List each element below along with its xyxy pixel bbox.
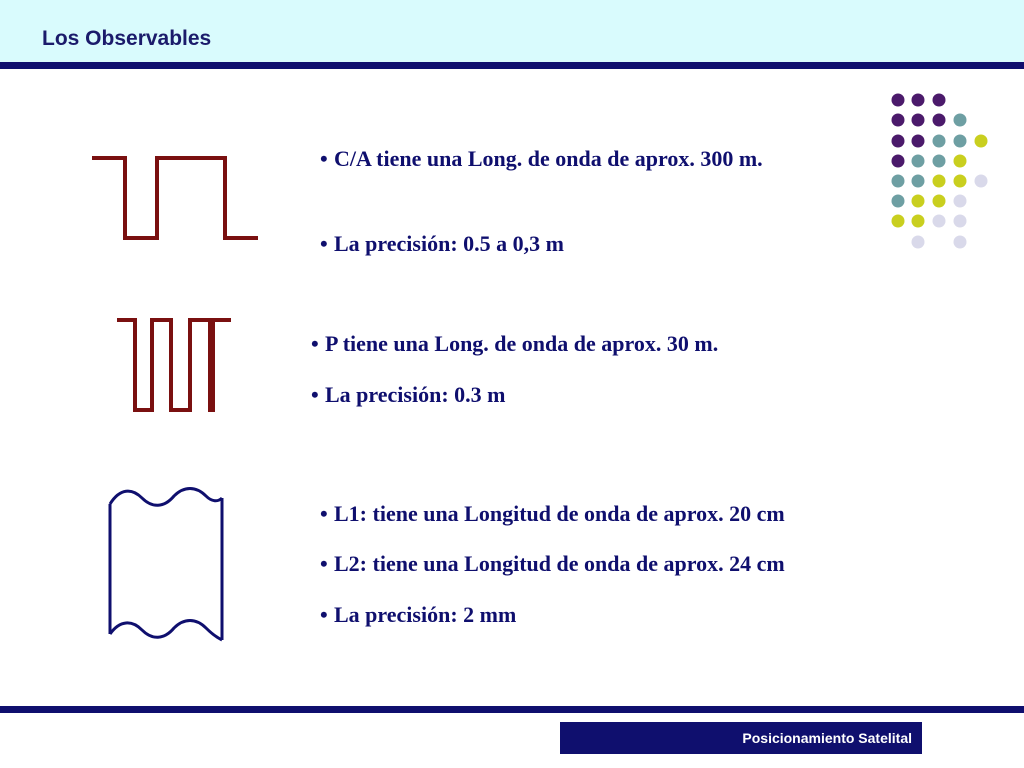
- footer-label: Posicionamiento Satelital: [742, 730, 912, 746]
- page-title: Los Observables: [42, 27, 212, 50]
- p-wavelength-text: • P tiene una Long. de onda de aprox. 30 m.: [311, 331, 719, 356]
- l2-wavelength-text: • L2: tiene una Longitud de onda de aprox. 24 cm: [320, 551, 785, 576]
- p-precision-text: • La precisión: 0.3 m: [311, 382, 506, 407]
- l1-wavelength-text: • L1: tiene una Longitud de onda de aprox. 20 cm: [320, 501, 785, 526]
- carrier-wave-icon: [104, 484, 228, 644]
- decorative-dot-grid: [884, 86, 994, 256]
- square-wave-p-icon: [115, 315, 233, 415]
- top-divider: [0, 62, 1024, 69]
- square-wave-ca-icon: [90, 150, 260, 245]
- carrier-precision-text: • La precisión: 2 mm: [320, 602, 517, 627]
- ca-wavelength-text: • C/A tiene una Long. de onda de aprox. 300 m.: [320, 146, 763, 171]
- bottom-divider: [0, 706, 1024, 713]
- footer-banner: [560, 722, 922, 754]
- ca-precision-text: • La precisión: 0.5 a 0,3 m: [320, 231, 564, 256]
